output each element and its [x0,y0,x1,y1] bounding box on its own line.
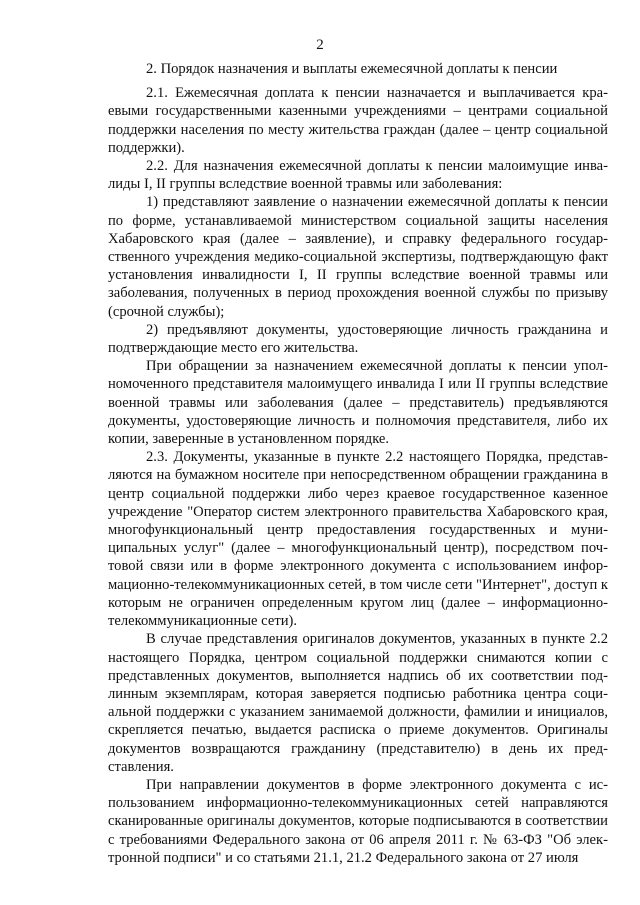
document-body [108,60,608,867]
paragraph-electronic: При направлении документов в форме электронного документа с использованием информационно-телекоммуникационных сетей направляются сканированные оригиналы документов, которые подписываются в соответствии с требованиями Федерального закона от 06 апреля 2011 г. № 63-ФЗ "Об электронной подписи" и со статьями 21.1, 21.2 Федерального закона от 27 июля [108,776,608,866]
paragraph-2-2-item-2: 2) предъявляют документы, удостоверяющие личность гражданина и подтверждающие место его жительства. [108,321,608,357]
paragraph-originals: В случае представления оригиналов документов, указанных в пункте 2.2 настоящего Порядка, центром социальной поддержки снимаются копии с представленных документов, выполняется надпись об их соответствии подлинным экземплярам, которая заверяется подписью работника центра социальной поддержки с указанием занимаемой должности, фамилии и инициалов, скрепляется печатью, выдается расписка о приеме документов. Оригиналы документов возвращаются гражданину (представителю) в день их представления. [108,631,608,775]
paragraph-2-3: 2.3. Документы, указанные в пункте 2.2 настоящего Порядка, представляются на бумажном носителе при непосредственном обращении гражданина в центр социальной поддержки либо через краевое государственное казенное учреждение "Оператор систем электронного правительства Хабаровского края, многофункциональный центр предоставления государственных и муниципальных услуг" (далее – многофункциональный центр), посредством почтовой связи или в форме электронного документа с использованием информационно-телекоммуникационных сетей, в том числе сети "Интернет", доступ к которым не ограничен определенным кругом лиц (далее – информационно-телекоммуникационные сети). [108,449,609,630]
paragraph-representative: При обращении за назначением ежемесячной доплаты к пенсии уполномоченного представителя малоимущего инвалида I или II группы вследствие военной травмы или заболевания (далее – представитель) предъявляются документы, удостоверяющие личность и полномочия представителя, либо их копии, заверенные в установленном порядке. [108,358,608,448]
paragraph-2-1: 2.1. Ежемесячная доплата к пенсии назначается и выплачивается краевыми государственными казенными учреждениями – центрами социальной поддержки населения по месту жительства граждан (далее – центр социальной поддержки). [108,85,608,156]
paragraph-2-2-item-1: 1) представляют заявление о назначении ежемесячной доплаты к пенсии по форме, устанавливаемой министерством социальной защиты населения Хабаровского края (далее – заявление), и справку федерального государственного учреждения медико-социальной экспертизы, подтверждающую факт установления инвалидности I, II группы вследствие военной травмы или заболевания, полученных в период прохождения военной службы по призыву (срочной службы); [108,194,608,320]
section-heading: 2. Порядок назначения и выплаты ежемесячной доплаты к пенсии [146,61,558,77]
page-number: 2 [316,37,324,53]
paragraph-2-2: 2.2. Для назначения ежемесячной доплаты к пенсии малоимущие инвалиды I, II группы вследствие военной травмы или заболевания: [108,158,608,193]
